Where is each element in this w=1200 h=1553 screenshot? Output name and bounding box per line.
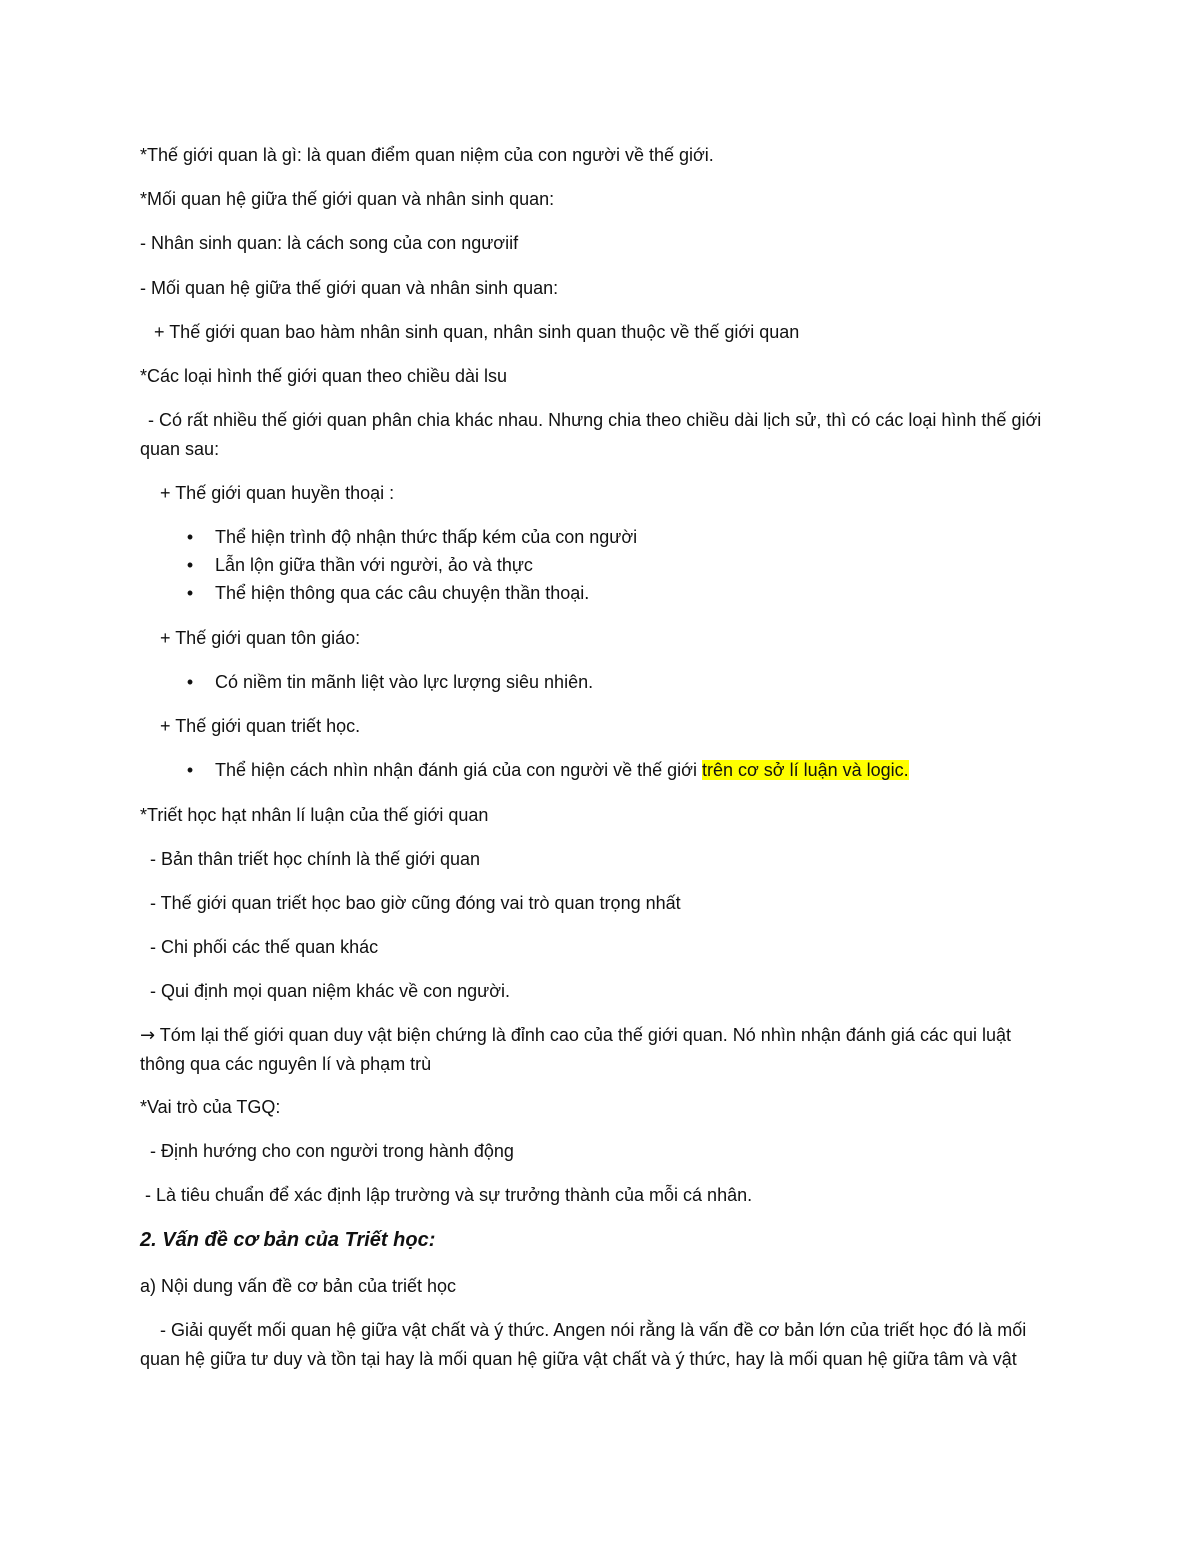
role-point-1: - Định hướng cho con người trong hành động bbox=[150, 1141, 514, 1161]
worldview-types-heading: *Các loại hình thế giới quan theo chiều dài lsu bbox=[140, 366, 508, 386]
relation-heading: *Mối quan hệ giữa thế giới quan và nhân sinh quan: bbox=[140, 189, 555, 209]
bullet-icon: • bbox=[186, 555, 194, 575]
relation-subheading: - Mối quan hệ giữa thế giới quan và nhân sinh quan: bbox=[140, 278, 559, 298]
core-theory-heading: *Triết học hạt nhân lí luận của thế giới quan bbox=[140, 805, 489, 825]
highlighted-text: trên cơ sở lí luận và logic. bbox=[701, 760, 909, 780]
bullet-icon: • bbox=[186, 527, 194, 547]
religion-worldview-label: + Thế giới quan tôn giáo: bbox=[160, 628, 361, 648]
worldview-definition: *Thế giới quan là gì: là quan điểm quan niệm của con người về thế giới. bbox=[140, 145, 714, 165]
bullet-icon: • bbox=[186, 760, 194, 780]
section-heading: 2. Vấn đề cơ bản của Triết học: bbox=[140, 1229, 436, 1251]
core-point-2: - Thế giới quan triết học bao giờ cũng đóng vai trò quan trọng nhất bbox=[150, 893, 681, 913]
life-view-definition: - Nhân sinh quan: là cách song của con ngươiif bbox=[140, 233, 519, 253]
core-point-4: - Qui định mọi quan niệm khác về con người. bbox=[150, 981, 511, 1001]
summary-paragraph bbox=[140, 1021, 1060, 1079]
myth-worldview-label: + Thế giới quan huyền thoại : bbox=[160, 483, 395, 503]
role-heading: *Vai trò của TGQ: bbox=[140, 1097, 281, 1117]
core-point-3: - Chi phối các thế quan khác bbox=[150, 937, 379, 957]
arrow-right-icon: → bbox=[140, 1025, 156, 1046]
worldview-types-intro: - Có rất nhiều thế giới quan phân chia khác nhau. Nhưng chia theo chiều dài lịch sử, thì có các loại hình thế giới quan sau: bbox=[140, 410, 1042, 459]
document-page: *Thế giới quan là gì: là quan điểm quan niệm của con người về thế giới. *Mối quan hệ giữa thế giới quan và nhân sinh quan: - Nhân sinh quan: là cách song của con ngươiif - Mối quan hệ giữa thế giới quan và nhân sinh quan: + Thế giới quan bao hàm nhân sinh quan, nhân sinh quan thuộc về thế giới quan *Các loại hình thế giới quan theo chiều dài lsu - Có rất nhiều thế giới quan phân chia khác nhau. Nhưng chia theo chiều dài lịch sử, thì có các loại hình thế giới quan sau: + Thế giới quan huyền thoại : • Thể hiện trình độ nhận thức thấp kém của con người • Lẫn lộn giữa thần với người, ảo và thực • Thể hiện thông qua các câu chuyện thần thoại. + Thế giới quan tôn giáo: • Có niềm tin mãnh liệt vào lực lượng siêu nhiên. + Thế giới quan triết học. • Thể hiện cách nhìn nhận đánh giá của con người về thế giới trên cơ sở lí luận và logic. *Triết học hạt nhân lí luận của thế giới quan - Bản thân triết học chính là thế giới quan - Thế giới quan triết học bao giờ cũng đóng vai trò quan trọng nhất - Chi phối các thế quan khác - Qui định mọi quan niệm khác về con người. → Tóm lại thế giới quan duy vật biện chứng là đỉnh cao của thế giới quan. Nó nhìn nhận đánh giá các qui luật thông qua các nguyên lí và phạm trù *Vai trò của TGQ: - Định hướng cho con người trong hành động - Là tiêu chuẩn để xác định lập trường và sự trưởng thành của mỗi cá nhân. 2. Vấn đề cơ bản của Triết học: a) Nội dung vấn đề cơ bản của triết học - Giải quyết mối quan hệ giữa vật chất và ý thức. Angen nói rằng là vấn đề cơ bản lớn của triết học đó là mối quan hệ giữa tư duy và tồn tại hay là mối quan hệ giữa vật chất và ý thức, hay là mối quan hệ giữa tâm và vật bbox=[0, 0, 1200, 1553]
core-point-1: - Bản thân triết học chính là thế giới quan bbox=[150, 849, 481, 869]
relation-detail: + Thế giới quan bao hàm nhân sinh quan, nhân sinh quan thuộc về thế giới quan bbox=[154, 322, 800, 342]
subsection-heading: a) Nội dung vấn đề cơ bản của triết học bbox=[140, 1276, 456, 1296]
basic-problem-paragraph: - Giải quyết mối quan hệ giữa vật chất và ý thức. Angen nói rằng là vấn đề cơ bản lớn của triết học đó là mối quan hệ giữa tư duy và tồn tại hay là mối quan hệ giữa vật chất và ý thức, hay là mối quan hệ giữa tâm và vật bbox=[140, 1320, 1027, 1369]
bullet-plain-text: Thể hiện cách nhìn nhận đánh giá của con người về thế giới bbox=[215, 760, 702, 780]
role-point-2: - Là tiêu chuẩn để xác định lập trường và sự trưởng thành của mỗi cá nhân. bbox=[145, 1185, 753, 1205]
summary-text: Tóm lại thế giới quan duy vật biện chứng là đỉnh cao của thế giới quan. Nó nhìn nhận đánh giá các qui luật thông qua các nguyên lí và phạm trù bbox=[140, 1025, 1012, 1074]
philosophy-worldview-label: + Thế giới quan triết học. bbox=[160, 716, 361, 736]
bullet-icon: • bbox=[186, 583, 194, 603]
bullet-icon: • bbox=[186, 672, 194, 692]
